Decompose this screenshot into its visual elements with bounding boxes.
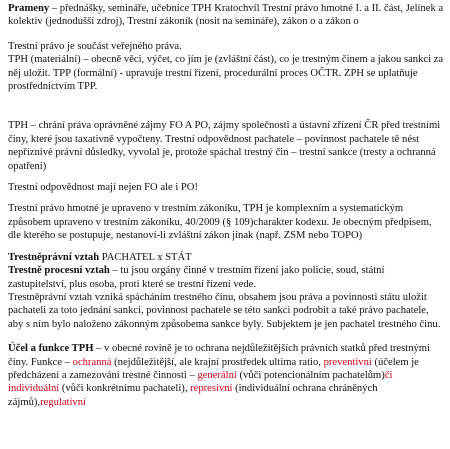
paragraph-relation-origin: Trestněprávní vztah vzniká spácháním trestného činu, obsahem jsou práva a povinnosti státu uložit pachateli za toto jednání sankci, povinnost pachatele se této sankci podrobit a také právo pachatele, aby s ním bylo naloženo zákonným způsobema sankce byly. Subjektem je jen pachatel trestného činu. <box>8 291 441 330</box>
purpose-text-2: (nejdůležitější, ale krajní prostředek ultima ratio, <box>111 356 321 368</box>
paragraph-procedural-relation <box>8 264 444 291</box>
sources-heading: Prameny <box>8 3 50 14</box>
function-regulative: regulativní <box>40 396 86 408</box>
purpose-text-6: (individuální ochrana chráněných zájmů), <box>8 383 378 408</box>
purpose-heading: Účel a funkce TPH <box>8 343 94 355</box>
procedural-relation-text: – tu jsou orgány činné v trestním řízení jako policie, soud, státní zastupitelství, plus osoba, proti které se trestní řízení vede. <box>8 265 385 290</box>
function-general: generální <box>197 369 237 381</box>
paragraph-liability: Trestní odpovědnost mají nejen FO ale i PO! <box>8 182 198 194</box>
function-protective: ochranná <box>72 356 112 368</box>
purpose-text-3: (účelem je předcházení a zamezování trestné činnosti – <box>8 356 419 381</box>
paragraph-public-law: Trestní právo je součást veřejného práva. <box>8 40 182 52</box>
procedural-relation-heading: Trestně procesní vztah <box>8 265 110 277</box>
paragraph-criminal-code: Trestní právo hmotné je upraveno v trestním zákoníku, TPH je komplexním a systematickým způsobem upraveno v trestním zákoníku, 40/2009 (§ 109)charakter kodexu. Je obecným předpisem, dle kterého se postupuje, nestanoví-li zvláštní zákon jinak (např. ZSM nebo TOPO) <box>8 203 432 242</box>
paragraph-tph-protection: TPH – chrání práva oprávněné zájmy FO A PO, zájmy společnosti a ústavní zřízení ČR před trestními činy, které jsou taxativně vypočteny. Trestní odpovědnost pachatele – povinnost pachatele tě nést nepříznivé právní důsledky, vyvolal je, protože spáchal trestný čin – trestní sankce (tresty a ochranná opatření) <box>8 120 441 172</box>
paragraph-legal-relation <box>8 251 444 264</box>
legal-relation-text: PACHATEL x STÁT <box>99 251 192 263</box>
paragraph-tph-tpp: TPH (materiální) – obecně věci, výčet, co jím je (zvláštní část), co je trestným činem a jakou sankci za něj uložit. TPP (formální) - upravuje trestní řízení, procedurální proces OČTR. ZPH se uplatňuje prostřednictvím TPP. <box>8 54 444 93</box>
paragraph-sources <box>8 2 444 29</box>
sources-text: – přednášky, semináře, učebnice TPH Kratochvíl Trestní právo hmotné I. a II. část, Jelínek a kolektiv (jednodušší zdroj), Trestní zákoník (nosit na semináře), zákon o a zákon o <box>8 3 444 28</box>
function-individual: či individuální <box>8 369 393 395</box>
legal-relation-heading: Trestněprávní vztah <box>8 251 100 263</box>
purpose-text-4: (vůči potencionálním pachatelům) <box>236 369 385 381</box>
purpose-text-1: – v obecné rovině je to ochrana nejdůležitějších právních statků před trestnými činy. Funkce – <box>8 343 430 368</box>
function-preventive: preventivní <box>323 356 372 368</box>
purpose-text-5: (vůči konkrétnímu pachateli), <box>59 383 191 395</box>
function-repressive: represivní <box>190 383 233 395</box>
paragraph-purpose-functions <box>8 342 444 409</box>
